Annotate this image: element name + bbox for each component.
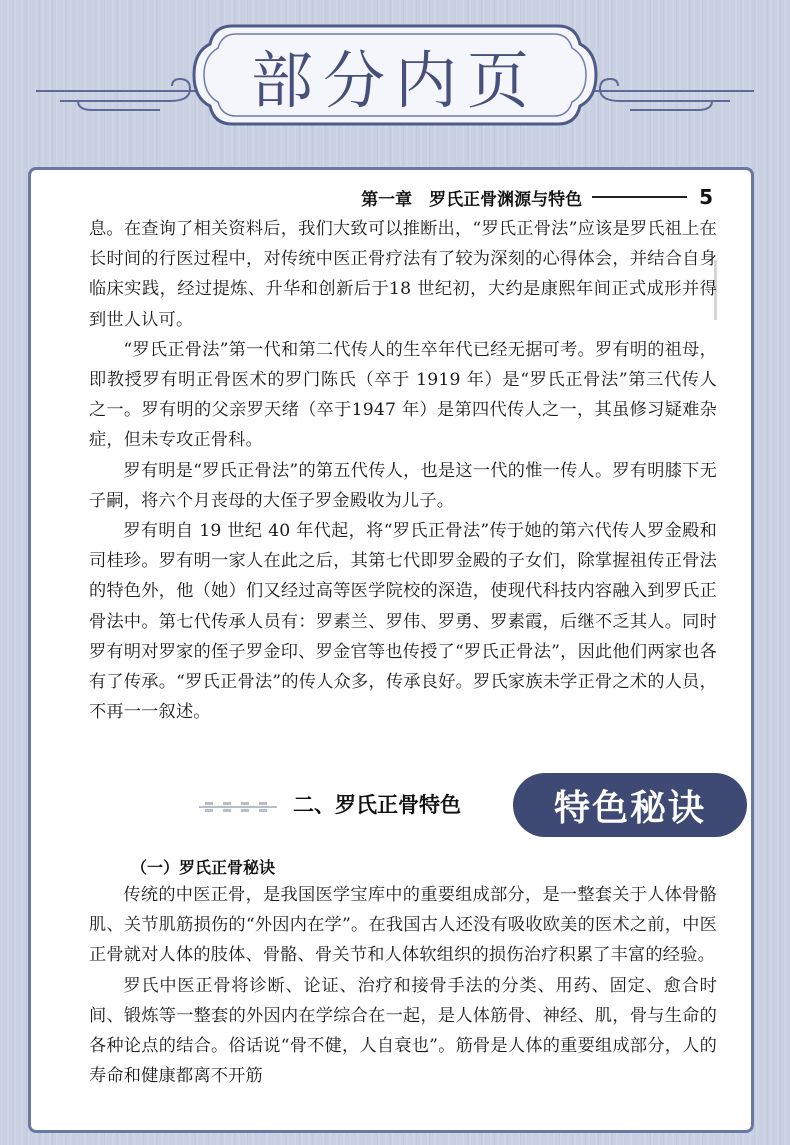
page-number: 5 [699,185,713,209]
banner-title: 部分内页 [250,43,539,117]
paragraph: “罗氏正骨法”第一代和第二代传人的生卒年代已经无据可考。罗有明的祖母，即教授罗有明正骨医术的罗门陈氏（卒于 1919 年）是“罗氏正骨法”第三代传人之一。罗有明的父亲罗天绪（卒于1947 年）是第四代传人之一，其虽修习疑难杂症，但未专攻正骨科。 [89,339,717,451]
feature-badge: 特色秘诀 [513,773,747,837]
body-text-top [89,214,717,727]
paragraph: 罗有明自 19 世纪 40 年代起，将“罗氏正骨法”传于她的第六代传人罗金殿和司桂珍。罗有明一家人在此之后，其第七代即罗金殿的子女们，除掌握祖传正骨法的特色外，他（她）们又经过高等医学院校的深造，使现代科技内容融入到罗氏正骨法中。第七代传承人员有：罗素兰、罗伟、罗勇、罗素霞，后继不乏其人。同时罗有明对罗家的侄子罗金印、罗金官等也传授了“罗氏正骨法”，因此他们两家也各有了传承。“罗氏正骨法”的传人众多，传承良好。罗氏家族未学正骨之术的人员，不再一一叙述。 [89,521,717,723]
paragraph: 罗氏中医正骨将诊断、论证、治疗和接骨手法的分类、用药、固定、愈合时间、锻炼等一整套的外因内在学综合在一起，是人体筋骨、神经、肌，骨与生命的各种论点的结合。俗话说“骨不健，人自衰也”。筋骨是人体的重要组成部分，人的寿命和健康都离不开筋 [89,975,717,1087]
section-heading-row [31,773,754,843]
header-banner [0,0,790,160]
paragraph: 传统的中医正骨，是我国医学宝库中的重要组成部分，是一整套关于人体骨骼肌、关节肌筋损伤的“外因内在学”。在我国古人还没有吸收欧美的医术之前，中医正骨就对人体的肢体、骨骼、骨关节和人体软组织的损伤治疗积累了丰富的经验。 [89,885,717,966]
section-ornament-icon [199,801,277,813]
running-head [361,184,713,210]
paragraph: 息。在查询了相关资料后，我们大致可以推断出，“罗氏正骨法”应该是罗氏祖上在长时间的行医过程中，对传统中医正骨疗法有了较为深刻的心得体会，并结合自身临床实践，经过提炼、升华和创新后于18 世纪初，大约是康熙年间正式成形并得到世人认可。 [89,219,717,330]
paragraph: 罗有明是“罗氏正骨法”的第五代传人，也是这一代的惟一传人。罗有明膝下无子嗣，将六个月丧母的大侄子罗金殿收为儿子。 [89,460,717,511]
header-rule [592,196,687,198]
book-page [28,167,754,1133]
section-title: 二、罗氏正骨特色 [293,793,461,817]
body-text-bottom [89,880,717,1091]
chapter-title: 第一章 罗氏正骨渊源与特色 [361,189,583,210]
subsection-title: （一）罗氏正骨秘诀 [131,858,276,877]
